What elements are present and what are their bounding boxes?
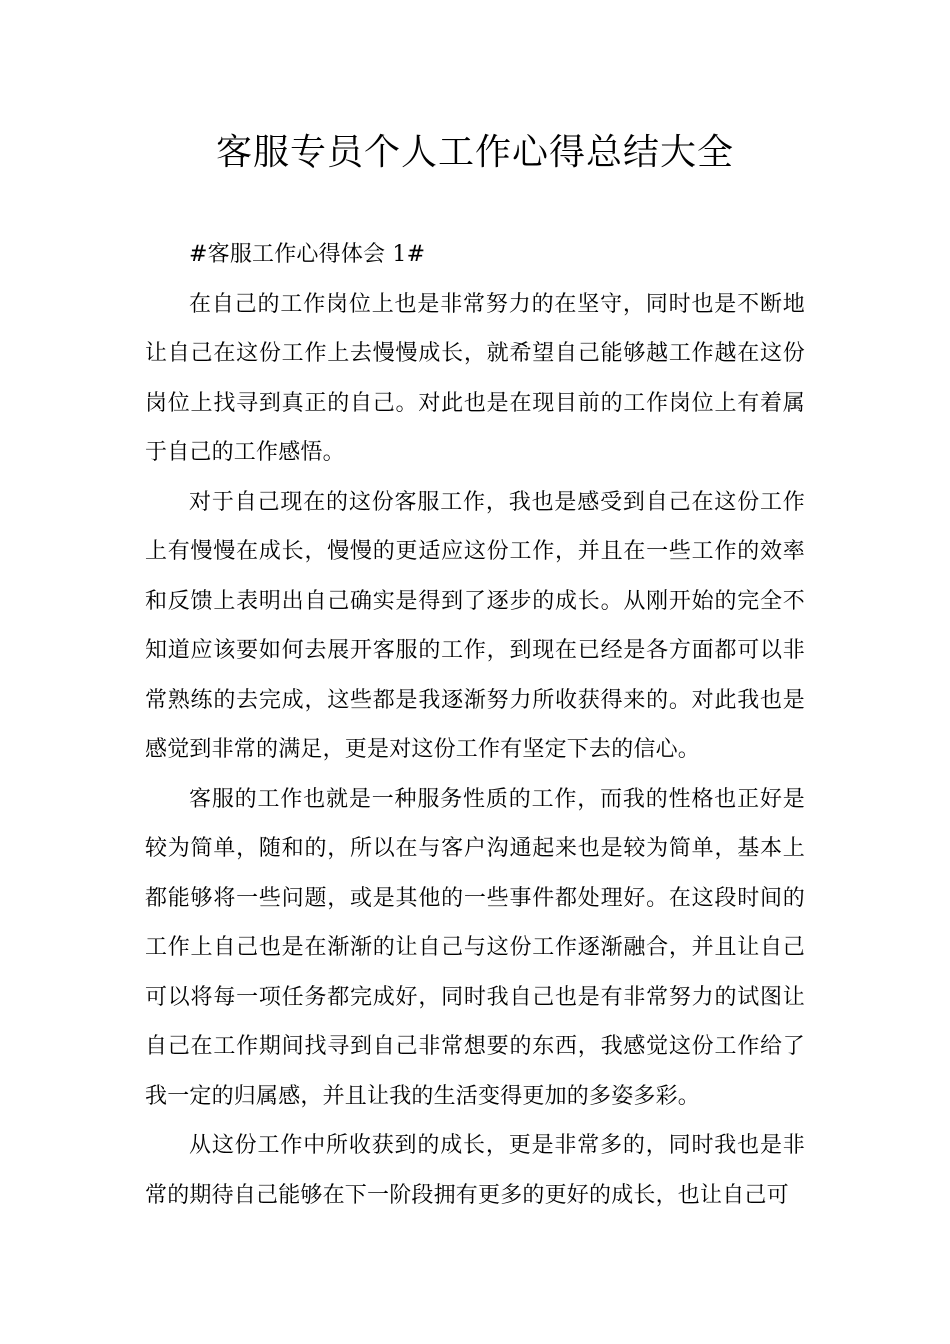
paragraph-1: 在自己的工作岗位上也是非常努力的在坚守，同时也是不断地让自己在这份工作上去慢慢成长，就希望自己能够越工作越在这份岗位上找寻到真正的自己。对此也是在现目前的工作岗位上有着属于自己的工作感悟。 bbox=[145, 291, 805, 465]
paragraph-3: 客服的工作也就是一种服务性质的工作，而我的性格也正好是较为简单，随和的，所以在与客户沟通起来也是较为简单，基本上都能够将一些问题，或是其他的一些事件都处理好。在这段时间的工作上自己也是在渐渐的让自己与这份工作逐渐融合，并且让自己可以将每一项任务都完成好，同时我自己也是有非常努力的试图让自己在工作期间找寻到自己非常想要的东西，我感觉这份工作给了我一定的归属感，并且让我的生活变得更加的多姿多彩。 bbox=[145, 786, 805, 1109]
paragraph-4: 从这份工作中所收获到的成长，更是非常多的，同时我也是非常的期待自己能够在下一阶段拥有更多的更好的成长，也让自己可 bbox=[145, 1133, 805, 1208]
document-body bbox=[145, 230, 805, 1220]
document-title: 客服专员个人工作心得总结大全 bbox=[215, 132, 734, 173]
section-heading: #客服工作心得体会 1# bbox=[189, 242, 426, 267]
paragraph-2: 对于自己现在的这份客服工作，我也是感受到自己在这份工作上有慢慢在成长，慢慢的更适应这份工作，并且在一些工作的效率和反馈上表明出自己确实是得到了逐步的成长。从刚开始的完全不知道应该要如何去展开客服的工作，到现在已经是各方面都可以非常熟练的去完成，这些都是我逐渐努力所收获得来的。对此我也是感觉到非常的满足，更是对这份工作有坚定下去的信心。 bbox=[145, 489, 805, 762]
